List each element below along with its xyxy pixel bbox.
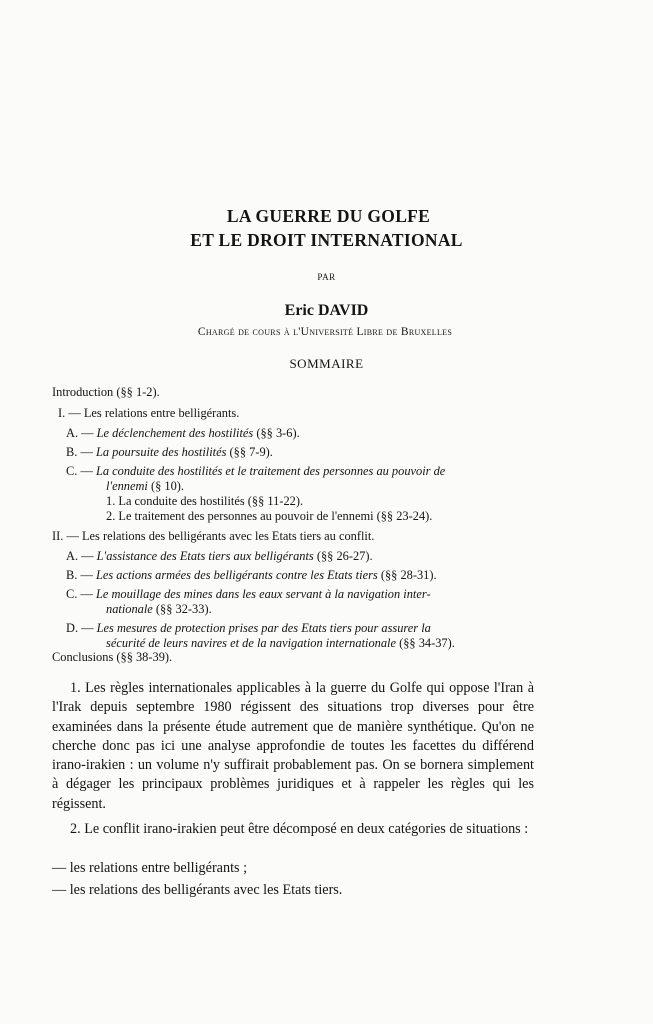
paragraph-2: 2. Le conflit irano-irakien peut être décomposé en deux catégories de situations : (70, 821, 529, 837)
toc-marker: I. — (58, 406, 81, 420)
toc-text: Le mouillage des mines dans les eaux servant à la navigation inter- (95, 587, 431, 601)
list-item: — les relations des belligérants avec les Etats tiers. (52, 882, 343, 898)
toc-text: Les relations des belligérants avec les Etats tiers au conflit. (81, 529, 375, 543)
toc-ref: (§§ 32-33). (155, 602, 212, 616)
toc-ref: (§§ 28-31). (380, 568, 437, 582)
toc-marker: C. — (66, 464, 93, 478)
toc-2d (66, 620, 431, 636)
toc-marker: C. — (66, 587, 93, 601)
toc-1c-cont (106, 478, 184, 494)
list-item: — les relations entre belligérants ; (52, 860, 248, 876)
author-prefix: PAR (317, 272, 336, 282)
toc-text: sécurité de leurs navires et de la navigation internationale (106, 636, 396, 650)
author-name: Eric DAVID (284, 302, 369, 319)
title-line-1: LA GUERRE DU GOLFE (226, 206, 431, 226)
toc-text: Les actions armées des belligérants contre les Etats tiers (95, 568, 378, 582)
toc-marker: D. — (66, 621, 94, 635)
toc-1b (66, 444, 273, 460)
toc-intro: Introduction (§§ 1-2). (52, 385, 160, 399)
toc-text: L'assistance des Etats tiers aux belligérants (96, 549, 314, 563)
toc-text: Les relations entre belligérants. (83, 406, 240, 420)
toc-ref: (§§ 26-27). (316, 549, 373, 563)
toc-text: Le déclenchement des hostilités (96, 426, 254, 440)
toc-part-1 (58, 405, 239, 421)
toc-ref: (§§ 3-6). (256, 426, 300, 440)
toc-ref: (§ 10). (150, 479, 185, 493)
toc-marker: B. — (66, 568, 93, 582)
title-line-2: ET LE DROIT INTERNATIONAL (190, 230, 463, 250)
toc-2c-cont (106, 601, 212, 617)
toc-text: Les mesures de protection prises par des Etats tiers pour assurer la (96, 621, 431, 635)
toc-part-2 (52, 528, 374, 544)
toc-text: La conduite des hostilités et le traitement des personnes au pouvoir de (95, 464, 446, 478)
toc-text: nationale (106, 602, 153, 616)
author-affiliation: Chargé de cours à l'Université Libre de Bruxelles (197, 326, 453, 338)
summary-heading: SOMMAIRE (289, 356, 364, 371)
toc-2b (66, 567, 437, 583)
toc-text: La poursuite des hostilités (95, 445, 227, 459)
toc-conclusions: Conclusions (§§ 38-39). (52, 650, 173, 664)
toc-ref: (§§ 34-37). (399, 636, 455, 650)
toc-marker: A. — (66, 426, 94, 440)
toc-ref: (§§ 7-9). (229, 445, 273, 459)
toc-marker: A. — (66, 549, 94, 563)
toc-text: l'ennemi (106, 479, 148, 493)
toc-2c (66, 586, 431, 602)
paragraph-1: 1. Les règles internationales applicables à la guerre du Golfe qui oppose l'Iran à l'Irak depuis septembre 1980 régissent des situations trop diverses pour être examinées dans la présente étude autrement que de manière synthétique. Qu'on ne cherche donc pas ici une analyse approfondie de toutes les facettes du différend irano-irakien : un volume n'y suffirait probablement pas. On se bornera simplement à dégager les principaux problèmes juridiques et à rappeler les règles qui les régissent. (52, 680, 534, 812)
toc-2a (66, 548, 373, 564)
toc-1c-2: 2. Le traitement des personnes au pouvoir de l'ennemi (§§ 23-24). (106, 509, 433, 523)
toc-1c-1: 1. La conduite des hostilités (§§ 11-22). (106, 494, 304, 508)
toc-1a (66, 425, 300, 441)
toc-marker: B. — (66, 445, 93, 459)
toc-marker: II. — (52, 529, 79, 543)
toc-1c (66, 463, 445, 479)
